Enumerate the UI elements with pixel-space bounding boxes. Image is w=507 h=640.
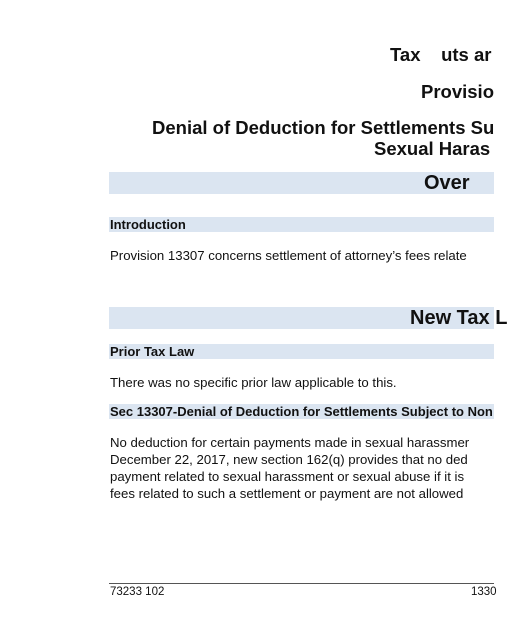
introduction-label: Introduction (110, 217, 186, 232)
prior-tax-law-text: There was no specific prior law applicable to this. (110, 375, 397, 390)
sec-13307-line-3: payment related to sexual harassment or sexual abuse if it is (110, 469, 465, 484)
sec-13307-line-4: fees related to such a settlement or payment are not allowed (110, 486, 464, 501)
overview-heading: Over (424, 172, 470, 194)
footer-right: 1330 (471, 586, 497, 598)
introduction-text: Provision 13307 concerns settlement of attorney’s fees relate (110, 248, 467, 263)
footer-rule (109, 583, 494, 584)
new-tax-law-heading: New Tax L (410, 307, 507, 329)
title-line-4: Sexual Haras (374, 138, 491, 159)
title-line-2: Provisio (421, 81, 494, 102)
title-line-1: Tax uts ar (390, 44, 492, 65)
title-line-3: Denial of Deduction for Settlements Su (152, 117, 495, 138)
sec-13307-label: Sec 13307-Denial of Deduction for Settlements Subject to Non (110, 404, 493, 419)
prior-tax-law-label: Prior Tax Law (110, 344, 195, 359)
footer-left: 73233 102 (110, 586, 165, 598)
sec-13307-line-1: No deduction for certain payments made in sexual harassmer (110, 435, 470, 450)
sec-13307-line-2: December 22, 2017, new section 162(q) provides that no ded (110, 452, 468, 467)
